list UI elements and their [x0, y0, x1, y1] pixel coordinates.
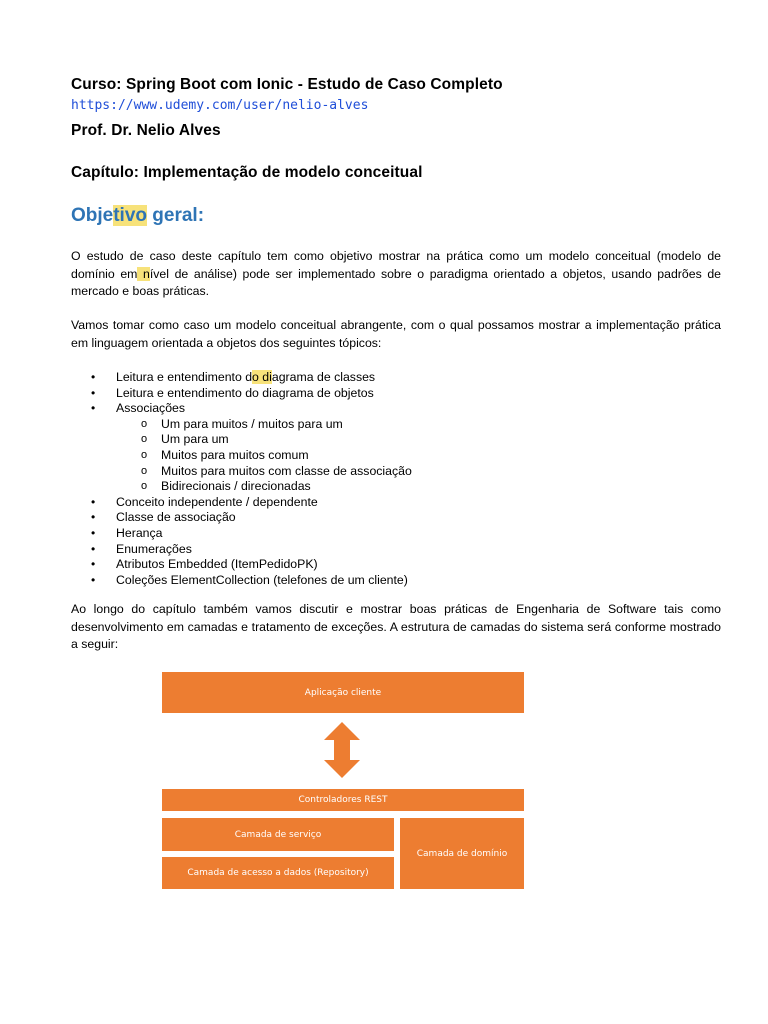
list-item: • Classe de associação [71, 510, 412, 526]
topics-intro-paragraph: Vamos tomar como caso um modelo conceitual abrangente, com o qual possamos mostrar a implementação prática em linguagem orientada a objetos dos seguintes tópicos: [71, 318, 721, 350]
intro-paragraph [71, 248, 721, 301]
list-item-text: Leitura e entendimento d [116, 370, 253, 384]
course-title: Curso: Spring Boot com Ionic - Estudo de Caso Completo [71, 76, 503, 93]
list-item: • Associações [71, 401, 412, 417]
sub-list-item: o Um para um [71, 432, 412, 448]
intro-text-highlight: n [137, 266, 150, 281]
rest-controllers-box: Controladores REST [162, 789, 524, 811]
sub-list-item: o Bidirecionais / direcionadas [71, 479, 412, 495]
section-heading [71, 205, 204, 227]
section-heading-part1: Obje [71, 205, 114, 226]
list-item [71, 370, 412, 386]
list-item: • Coleções ElementCollection (telefones de um cliente) [71, 573, 412, 589]
list-item: • Enumerações [71, 542, 412, 558]
sub-list-item: o Um para muitos / muitos para um [71, 417, 412, 433]
chapter-title: Capítulo: Implementação de modelo conceitual [71, 164, 423, 181]
list-item: • Leitura e entendimento do diagrama de objetos [71, 386, 412, 402]
repository-layer-box: Camada de acesso a dados (Repository) [162, 857, 394, 889]
section-heading-highlight: tivo [113, 205, 148, 226]
sub-list-item: o Muitos para muitos comum [71, 448, 412, 464]
section-heading-part2: geral: [147, 205, 205, 226]
list-item: • Herança [71, 526, 412, 542]
sub-list-item: o Muitos para muitos com classe de associação [71, 464, 412, 480]
domain-layer-box: Camada de domínio [400, 818, 524, 889]
intro-text-part2: ível de análise) pode ser implementado sobre o paradigma orientado a objetos, usando padrões de mercado e boas práticas. [71, 266, 721, 298]
course-url-link[interactable]: https://www.udemy.com/user/nelio-alves [71, 98, 369, 113]
client-app-box: Aplicação cliente [162, 672, 524, 713]
service-layer-box: Camada de serviço [162, 818, 394, 851]
list-item-text: agrama de classes [271, 370, 376, 384]
topics-list [71, 370, 412, 588]
professor-name: Prof. Dr. Nelio Alves [71, 122, 221, 139]
layers-intro-paragraph: Ao longo do capítulo também vamos discutir e mostrar boas práticas de Engenharia de Software tais como desenvolvimento em camadas e tratamento de exceções. A estrutura de camadas do sistema será conforme mostrado a seguir: [71, 602, 721, 651]
double-vertical-arrow-icon [322, 722, 362, 778]
list-item: • Conceito independente / dependente [71, 495, 412, 511]
list-item: • Atributos Embedded (ItemPedidoPK) [71, 557, 412, 573]
list-item-highlight: o di [252, 370, 272, 384]
intro-text-part1: O estudo de caso deste capítulo tem como objetivo mostrar na prática como um modelo conceitual (modelo de domínio em [71, 249, 721, 281]
